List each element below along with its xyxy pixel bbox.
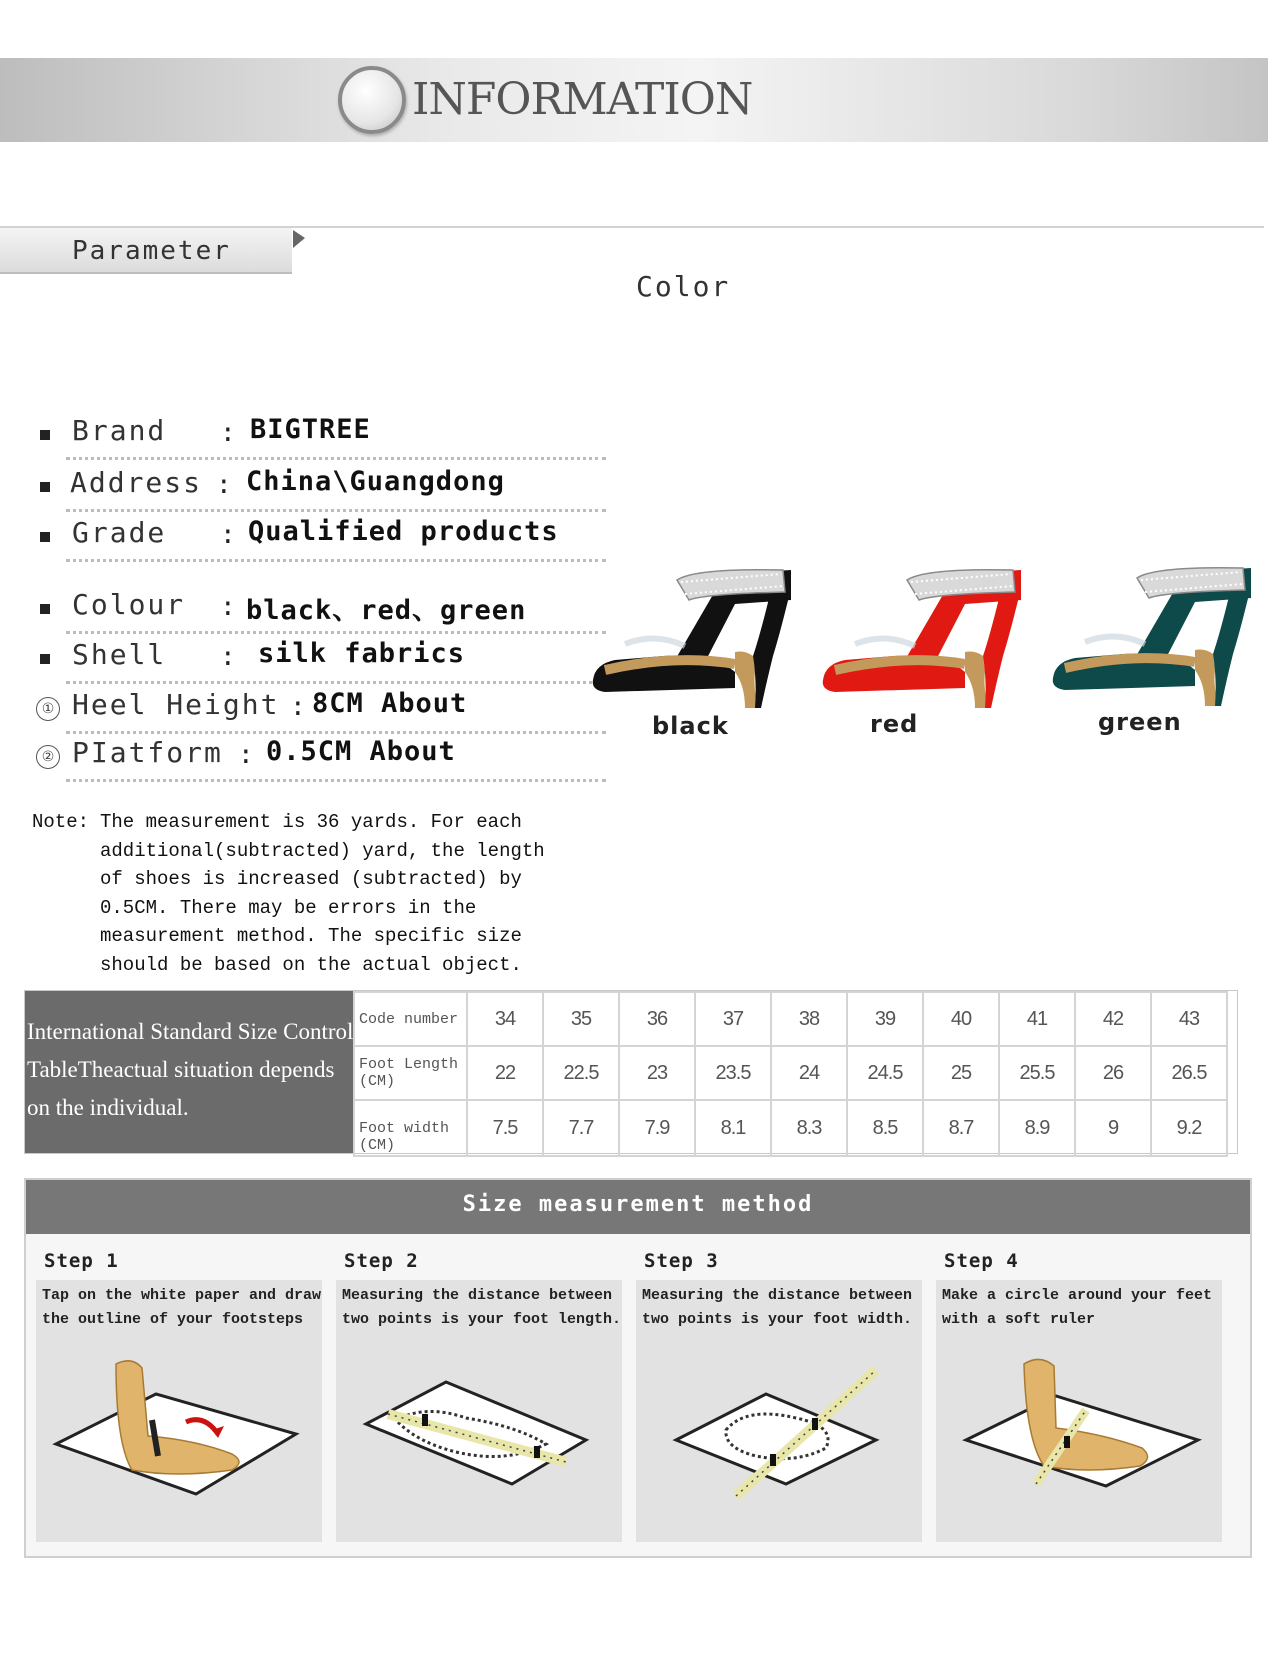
dotted-divider (66, 681, 606, 684)
step-description: Measuring the distance between two points is your foot width. (642, 1287, 913, 1328)
table-cell: 25 (923, 1046, 999, 1100)
table-cell: 38 (771, 992, 847, 1046)
size-table (353, 991, 1228, 1157)
spec-value: silk fabrics (258, 638, 466, 669)
table-cell: 22.5 (543, 1046, 619, 1100)
step-title: Step 3 (644, 1250, 719, 1272)
method-title-bar (26, 1180, 1250, 1234)
table-cell: 23.5 (695, 1046, 771, 1100)
parameter-tab (0, 228, 292, 274)
table-cell: 26.5 (1151, 1046, 1227, 1100)
note-lead: Note: (32, 811, 90, 833)
spec-separator: : (220, 520, 236, 550)
dotted-divider (66, 779, 606, 782)
parameter-tab-label: Parameter (72, 236, 231, 266)
circled-one-icon: ① (36, 697, 60, 721)
table-cell: 34 (467, 992, 543, 1046)
spec-separator: : (220, 418, 236, 448)
table-cell: 37 (695, 992, 771, 1046)
dotted-divider (66, 457, 606, 460)
table-cell: 8.7 (923, 1100, 999, 1156)
foot-width-illustration (636, 1344, 922, 1540)
table-cell: 7.9 (619, 1100, 695, 1156)
spec-label: Grade (72, 516, 167, 549)
table-cell: 43 (1151, 992, 1227, 1046)
circle-ornament-icon (338, 66, 406, 134)
spec-separator: : (220, 642, 236, 672)
step-2 (326, 1244, 622, 1544)
black-caption: black (652, 712, 729, 740)
spec-row-grade (36, 516, 606, 562)
flag-icon (293, 230, 305, 248)
table-row (354, 992, 1227, 1046)
dotted-divider (66, 731, 606, 734)
spec-value: 0.5CM About (266, 736, 456, 767)
table-cell: 9.2 (1151, 1100, 1227, 1156)
spec-row-shell (36, 638, 606, 684)
spec-separator: : (220, 592, 236, 622)
table-cell: 42 (1075, 992, 1151, 1046)
square-bullet-icon (40, 654, 50, 664)
spec-separator: : (238, 740, 254, 770)
spec-row-address (36, 466, 606, 512)
green-caption: green (1098, 708, 1182, 736)
spec-value: 8CM About (312, 688, 468, 719)
table-cell: 26 (1075, 1046, 1151, 1100)
dotted-divider (66, 631, 606, 634)
black-sandal-image (585, 560, 810, 710)
spec-value: black、red、green (246, 595, 527, 626)
size-chart (24, 990, 1238, 1154)
square-bullet-icon (40, 430, 50, 440)
method-title: Size measurement method (462, 1192, 814, 1217)
table-cell: 8.9 (999, 1100, 1075, 1156)
spec-label: Colour (72, 588, 186, 621)
spec-value: BIGTREE (250, 414, 371, 445)
row-header: Foot Length (CM) (354, 1046, 467, 1100)
foot-length-illustration (336, 1344, 622, 1540)
table-cell: 8.5 (847, 1100, 923, 1156)
table-cell: 41 (999, 992, 1075, 1046)
spec-row-brand (36, 414, 606, 460)
table-cell: 8.1 (695, 1100, 771, 1156)
step-4 (926, 1244, 1218, 1544)
step-title: Step 2 (344, 1250, 419, 1272)
spec-label: PIatform (72, 736, 223, 769)
size-measurement-method (24, 1178, 1252, 1558)
table-cell: 36 (619, 992, 695, 1046)
spec-row-colour (36, 588, 606, 634)
spec-label: Address (70, 466, 203, 499)
square-bullet-icon (40, 482, 50, 492)
table-row (354, 1100, 1227, 1156)
spec-row-heel-height (36, 688, 606, 734)
size-chart-caption: International Standard Size Control TableTheactual situation depends on the individual. (27, 1019, 354, 1120)
spec-value: Qualified products (248, 516, 559, 547)
step-description: Make a circle around your feet with a soft ruler (942, 1287, 1213, 1328)
foot-outline-illustration (36, 1344, 322, 1540)
step-description: Tap on the white paper and draw the outline of your footsteps (42, 1287, 322, 1328)
table-cell: 23 (619, 1046, 695, 1100)
table-cell: 8.3 (771, 1100, 847, 1156)
dotted-divider (66, 509, 606, 512)
step-title: Step 4 (944, 1250, 1019, 1272)
spec-separator: : (290, 692, 306, 722)
table-cell: 25.5 (999, 1046, 1075, 1100)
square-bullet-icon (40, 532, 50, 542)
dotted-divider (66, 559, 606, 562)
step-1 (26, 1244, 322, 1544)
spec-separator: : (216, 470, 232, 500)
table-cell: 35 (543, 992, 619, 1046)
banner-title: INFORMATION (412, 74, 753, 125)
red-caption: red (870, 710, 919, 738)
table-cell: 24 (771, 1046, 847, 1100)
spec-label: Shell (72, 638, 167, 671)
color-heading: Color (636, 270, 731, 303)
green-sandal-image (1045, 558, 1270, 708)
step-3 (626, 1244, 918, 1544)
table-cell: 9 (1075, 1100, 1151, 1156)
table-cell: 24.5 (847, 1046, 923, 1100)
red-sandal-image (815, 560, 1040, 710)
table-cell: 39 (847, 992, 923, 1046)
spec-value: China\Guangdong (246, 466, 505, 497)
table-cell: 40 (923, 992, 999, 1046)
spec-row-platform (36, 736, 606, 782)
square-bullet-icon (40, 604, 50, 614)
table-cell: 7.7 (543, 1100, 619, 1156)
spec-label: Brand (72, 414, 167, 447)
table-cell: 7.5 (467, 1100, 543, 1156)
step-title: Step 1 (44, 1250, 119, 1272)
circled-two-icon: ② (36, 745, 60, 769)
information-banner (0, 58, 1268, 142)
size-chart-caption-box (25, 991, 353, 1153)
step-description: Measuring the distance between two points is your foot length. (342, 1287, 622, 1328)
table-row (354, 1046, 1227, 1100)
row-header: Code number (354, 992, 467, 1046)
row-header: Foot width (CM) (354, 1100, 467, 1156)
note-text: The measurement is 36 yards. For each additional(subtracted) yard, the length of shoes is increased (subtracted) by 0.5CM. There may be errors in the measurement method. The specific size should be based on the actual object. (100, 811, 545, 976)
table-cell: 22 (467, 1046, 543, 1100)
spec-label: Heel Height (72, 688, 280, 721)
foot-circumference-illustration (936, 1344, 1222, 1540)
